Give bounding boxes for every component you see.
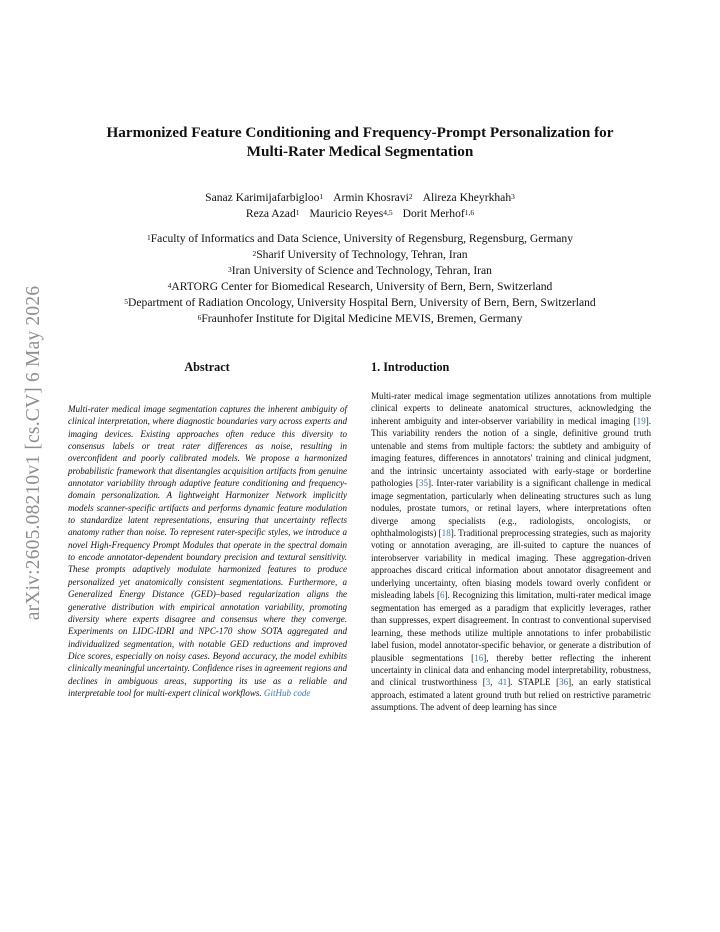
citation-link[interactable]: 35 xyxy=(418,478,428,489)
author-affiliation-mark: 3 xyxy=(511,192,515,201)
affiliation-line: $^6$Fraunhofer Institute for Digital Medicine MEVIS, Bremen, Germany xyxy=(197,312,523,325)
affiliation-mark: 4 xyxy=(167,281,172,290)
citation-link[interactable]: 3 xyxy=(485,677,491,688)
introduction-heading: 1. Introduction xyxy=(371,360,450,374)
abstract-text: Multi-rater medical image segmentation captures the inherent ambiguity of clinical interpretation, where diagnostic boundaries vary across experts and imaging devices. Existing approaches often reduce this diversity to consensus labels or treat rater differences as noise, resulting in overconfident and poorly calibrated models. We propose a harmonized probabilistic framework that disentangles acquisition artifacts from genuine annotator variability through adaptive feature conditioning and frequency-domain personalization. A lightweight Harmonizer Network implicitly models scanner-specific artifacts and performs dynamic feature modulation to standardize latent representations, ensuring that uncertainty reflects anatomy rather than noise. To represent rater-specific styles, we introduce a novel High-Frequency Prompt Modules that operate in the spectral domain to encode annotator-dependent boundary precision and textural sensitivity. These prompts adaptively modulate harmonized features to produce personalized yet anatomically consistent segmentations. Furthermore, a Generalized Energy Distance (GED)–based regularization aligns the generative distribution with empirical annotation variability, promoting diversity where experts disagree and consensus where they converge. Experiments on LIDC-IDRI and NPC-170 show SOTA aggregated and individualized segmentation, with notable GED reductions and improved Dice scores, especially on noisy cases. Beyond accuracy, the model exhibits clinically meaningful uncertainty. Confidence rises in agreement regions and declines in ambiguous areas, supporting its use as a reliable and interpretable tool for multi-expert clinical workflows. xyxy=(68,404,347,698)
citation-link[interactable]: 41 xyxy=(498,677,508,688)
author-name: Mauricio Reyes$^{4,5}$ xyxy=(309,207,393,220)
github-code-link[interactable]: GitHub code xyxy=(263,687,311,698)
introduction-body: Multi-rater medical image segmentation utilizes annotations from multiple clinical experts to delineate anatomical structures, acknowledging the inherent ambiguity and inter-observer variability in medical imaging [19]. This variability renders the notion of a single, definitive ground truth untenable and stems from multiple factors: the subtlety and ambiguity of imaging features, differences in annotators' training and clinical judgment, and the intrinsic uncertainty associated with early-stage or borderline pathologies [35]. Inter-rater variability is a significant challenge in medical image segmentation, particularly when delineating structures such as lung nodules, prostate tumors, or retinal layers, where interpretations often diverge among specialists (e.g., radiologists, oncologists, or ophthalmologists) [18]. Traditional preprocessing strategies, such as majority voting or annotation averaging, are ill-suited to capture the nuances of interobserver variability in medical imaging. These aggregation-driven approaches discard critical information about annotator disagreement and underlying uncertainty, often biasing models toward overly confident or misleading labels [6]. Recognizing this limitation, multi-rater medical image segmentation has emerged as a paradigm that explicitly leverages, rather than suppresses, expert disagreement. In contrast to conventional supervised learning, these methods utilize multiple annotations to infer probabilistic label fusion, model annotator-specific behavior, or generate a distribution of plausible segmentations [16], thereby better reflecting the inherent uncertainty in clinical data and enhancing model interpretability, robustness, and clinical trustworthiness [3, 41]. STAPLE [36], an early statistical approach, estimated a latent ground truth but relied on restrictive parametric assumptions. The advent of deep learning has since xyxy=(371,391,651,713)
affiliation-mark: 3 xyxy=(228,265,232,274)
abstract-body xyxy=(68,403,347,699)
arxiv-identifier: arXiv:2605.08210v1 [cs.CV] 6 May 2026 xyxy=(23,285,44,621)
affiliation-line: $^1$Faculty of Informatics and Data Science, University of Regensburg, Regensburg, Germany xyxy=(146,232,574,245)
affiliation-mark: 6 xyxy=(197,313,202,322)
author-list xyxy=(0,190,720,222)
affiliation-line: $^3$Iran University of Science and Technology, Tehran, Iran xyxy=(228,264,492,277)
citation-link[interactable]: 36 xyxy=(559,677,569,688)
author-row-1 xyxy=(0,190,720,206)
affiliation-line: $^4$ARTORG Center for Biomedical Research, University of Bern, Bern, Switzerland xyxy=(167,280,553,293)
citation-link[interactable]: 16 xyxy=(474,652,484,663)
author-affiliation-mark: 1 xyxy=(319,192,324,201)
citation-link[interactable]: 19 xyxy=(636,415,646,426)
author-name: Reza Azad$^1$ xyxy=(245,207,300,220)
citation-link[interactable]: 18 xyxy=(441,527,451,538)
author-row-2 xyxy=(0,206,720,222)
author-affiliation-mark: 1 xyxy=(295,208,300,217)
author-name: Sanaz Karimijafarbigloo$^1$ xyxy=(205,191,324,204)
affiliation-mark: 2 xyxy=(252,249,257,258)
affiliation-line: $^2$Sharif University of Technology, Tehran, Iran xyxy=(252,248,468,261)
author-affiliation-mark: 4,5 xyxy=(383,208,393,217)
author-name: Dorit Merhof$^{1,6}$ xyxy=(402,207,475,220)
affiliation-list xyxy=(0,231,720,327)
author-name: Armin Khosravi$^2$ xyxy=(333,191,413,204)
affiliation-line: $^5$Department of Radiation Oncology, University Hospital Bern, University of Bern, Bern, Switzerland xyxy=(124,296,596,309)
paper-title xyxy=(0,123,720,161)
author-name: Alireza Kheyrkhah$^3$ xyxy=(422,191,515,204)
abstract-heading: Abstract xyxy=(184,360,230,374)
citation-link[interactable]: 6 xyxy=(440,590,445,601)
affiliation-mark: 5 xyxy=(124,297,128,306)
affiliation-mark: 1 xyxy=(146,233,151,242)
author-affiliation-mark: 2 xyxy=(408,192,413,201)
author-affiliation-mark: 1,6 xyxy=(464,208,475,217)
title-line-2: Multi-Rater Medical Segmentation xyxy=(246,143,474,160)
title-line-1: Harmonized Feature Conditioning and Frequency-Prompt Personalization for xyxy=(106,124,614,141)
